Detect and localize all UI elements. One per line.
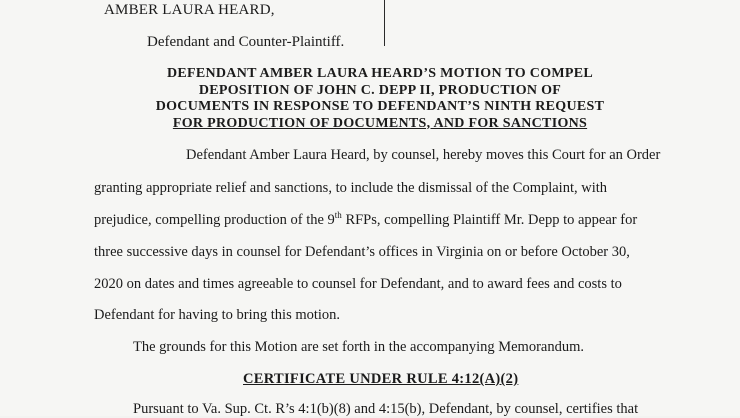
title-line-4: FOR PRODUCTION OF DOCUMENTS, AND FOR SANCTIONS — [172, 115, 588, 131]
title-line-3: DOCUMENTS IN RESPONSE TO DEFENDANT’S NINTH REQUEST — [155, 99, 605, 114]
certificate-line-1: Pursuant to Va. Sup. Ct. R’s 4:1(b)(8) and 4:15(b), Defendant, by counsel, certifies that — [133, 401, 639, 417]
caption-divider — [384, 0, 385, 46]
body-line-5: 2020 on dates and times agreeable to counsel for Defendant, and to award fees and costs to — [94, 276, 622, 292]
title-line-1: DEFENDANT AMBER LAURA HEARD’S MOTION TO COMPEL — [166, 66, 594, 81]
body-line-4: three successive days in counsel for Defendant’s offices in Virginia on or before October 30, — [94, 244, 630, 260]
body-line-7: The grounds for this Motion are set forth in the accompanying Memorandum. — [133, 339, 585, 355]
caption-party-role: Defendant and Counter-Plaintiff. — [147, 34, 345, 50]
motion-title — [120, 66, 640, 132]
body-line-1: Defendant Amber Laura Heard, by counsel, hereby moves this Court for an Order — [186, 147, 661, 163]
body-line-3-sup: th — [334, 210, 342, 221]
body-line-6: Defendant for having to bring this motion. — [94, 307, 341, 323]
body-line-2: granting appropriate relief and sanctions, to include the dismissal of the Complaint, with — [94, 180, 608, 196]
caption-party-name: AMBER LAURA HEARD, — [104, 2, 275, 18]
body-line-3-pre: prejudice, compelling production of the 9 — [94, 212, 335, 228]
certificate-heading: CERTIFICATE UNDER RULE 4:12(A)(2) — [243, 371, 519, 387]
body-line-3-post: RFPs, compelling Plaintiff Mr. Depp to appear for — [341, 212, 638, 228]
title-line-2: DEPOSITION OF JOHN C. DEPP II, PRODUCTION OF — [198, 82, 562, 98]
body-line-3 — [94, 212, 637, 229]
